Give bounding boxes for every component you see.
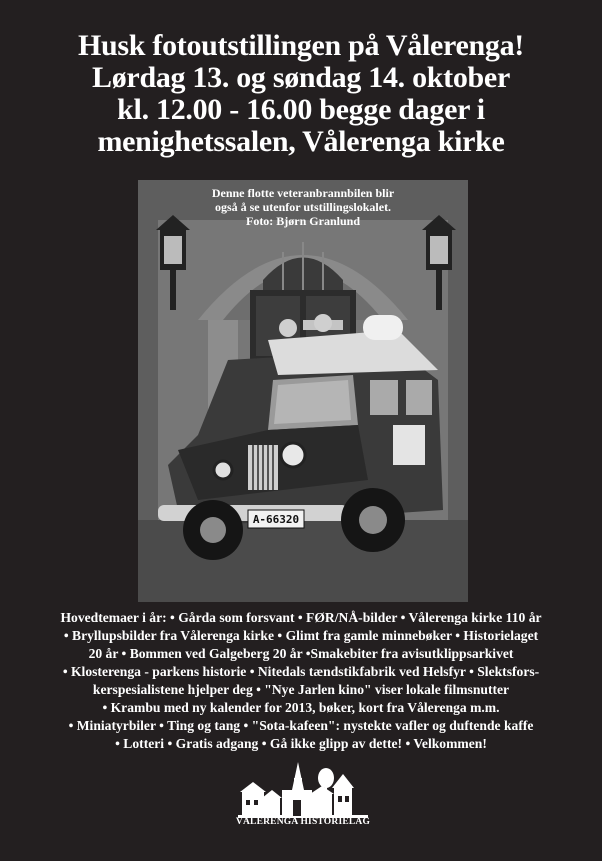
headline bbox=[0, 30, 602, 158]
fire-truck-photo bbox=[138, 180, 468, 602]
headline-line: Husk fotoutstillingen på Vålerenga! bbox=[78, 29, 524, 62]
topics-line: • Klosterenga - parkens historie • Nitedals tændstikfabrik ved Helsfyr • Slektsfors- bbox=[62, 664, 540, 679]
organization-name: VÅLERENGA HISTORIELAG bbox=[235, 817, 371, 827]
photo-caption bbox=[138, 186, 468, 228]
headline-line: menighetssalen, Vålerenga kirke bbox=[97, 125, 505, 158]
headline-line: Lørdag 13. og søndag 14. oktober bbox=[92, 61, 510, 94]
topics-line: 20 år • Bommen ved Galgeberg 20 år •Smakebiter fra avisutklippsarkivet bbox=[88, 646, 514, 661]
headline-line: kl. 12.00 - 16.00 begge dager i bbox=[117, 93, 485, 126]
topics-line: • Lotteri • Gratis adgang • Gå ikke glipp av dette! • Velkommen! bbox=[115, 736, 487, 751]
topics-line: • Krambu med ny kalender for 2013, bøker, kort fra Vålerenga m.m. bbox=[102, 700, 500, 715]
topics-line: • Miniatyrbiler • Ting og tang • "Sota-kafeen": nystekte vafler og duftende kaffe bbox=[68, 718, 534, 733]
topics-line: kerspesialistene hjelper deg • "Nye Jarlen kino" viser lokale filmsnutter bbox=[92, 682, 510, 697]
topics-line: Hovedtemaer i år: • Gårda som forsvant • FØR/NÅ-bilder • Vålerenga kirke 110 år bbox=[60, 610, 542, 625]
topics-line: • Bryllupsbilder fra Vålerenga kirke • Glimt fra gamle minnebøker • Historielaget bbox=[63, 628, 539, 643]
caption-line: Foto: Bjørn Granlund bbox=[245, 214, 360, 228]
topics-list bbox=[20, 609, 582, 753]
caption-line: også å se utenfor utstillingslokalet. bbox=[214, 200, 392, 214]
fire-truck-photo-illustration bbox=[138, 180, 468, 602]
license-plate: A-66320 bbox=[252, 513, 300, 526]
caption-line: Denne flotte veteranbrannbilen blir bbox=[211, 186, 395, 200]
